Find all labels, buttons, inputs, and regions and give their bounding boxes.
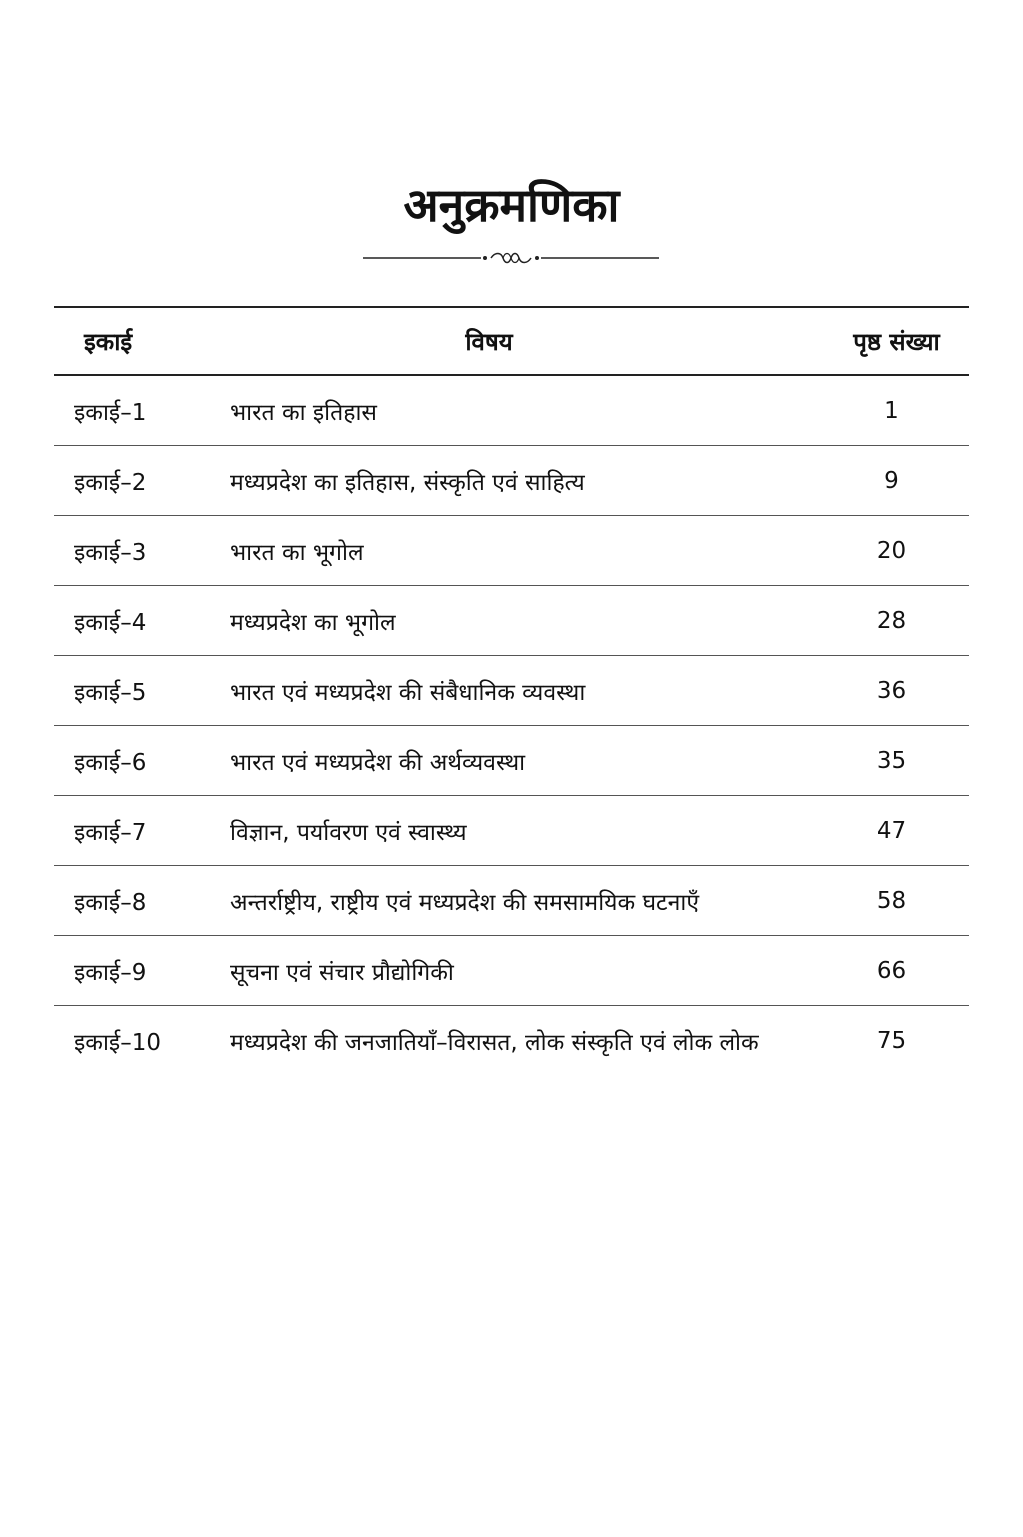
page-number: 28 (876, 607, 907, 634)
table-row (54, 446, 969, 516)
page-number: 9 (884, 467, 899, 494)
table-row (54, 516, 969, 586)
page-number: 20 (876, 537, 907, 564)
table-row (54, 376, 969, 446)
unit-label: इकाई–2 (74, 469, 147, 496)
subject-text: विज्ञान, पर्यावरण एवं स्वास्थ्य (230, 819, 467, 846)
unit-label: इकाई–10 (74, 1030, 161, 1056)
unit-label: इकाई–5 (74, 679, 147, 706)
unit-label: इकाई–8 (74, 889, 147, 916)
subject-text: भारत एवं मध्यप्रदेश की संबैधानिक व्यवस्था (230, 679, 586, 706)
page-number: 47 (876, 817, 907, 844)
page-number: 1 (884, 397, 899, 424)
header-subject: विषय (465, 327, 513, 356)
subject-text: भारत एवं मध्यप्रदेश की अर्थव्यवस्था (230, 749, 526, 776)
contents-table (54, 306, 969, 1076)
page-number: 35 (876, 747, 907, 774)
page-number: 66 (876, 957, 907, 984)
table-row (54, 866, 969, 936)
header-page-number: पृष्ठ संख्या (853, 327, 940, 356)
unit-label: इकाई–9 (74, 959, 147, 986)
table-row (54, 796, 969, 866)
unit-label: इकाई–1 (74, 399, 147, 426)
title-ornament-divider (363, 248, 659, 268)
unit-label: इकाई–6 (74, 749, 147, 776)
table-header-row (54, 308, 969, 376)
subject-text: सूचना एवं संचार प्रौद्योगिकी (230, 959, 454, 986)
page-title: अनुक्रमणिका (403, 178, 620, 232)
table-row (54, 726, 969, 796)
table-row (54, 656, 969, 726)
subject-text: मध्यप्रदेश का इतिहास, संस्कृति एवं साहित्य (230, 469, 585, 496)
table-row (54, 1006, 969, 1076)
header-unit: इकाई (84, 327, 133, 356)
subject-text: भारत का भूगोल (230, 539, 364, 566)
page-number: 75 (876, 1028, 907, 1054)
page-number: 58 (876, 887, 907, 914)
page-number: 36 (876, 677, 907, 704)
subject-text: मध्यप्रदेश का भूगोल (230, 609, 396, 636)
subject-text: अन्तर्राष्ट्रीय, राष्ट्रीय एवं मध्यप्रदेश की समसामयिक घटनाएँ (230, 889, 700, 916)
table-row (54, 936, 969, 1006)
subject-text: मध्यप्रदेश की जनजातियाँ–विरासत, लोक संस्कृति एवं लोक लोक (230, 1030, 759, 1056)
table-row (54, 586, 969, 656)
unit-label: इकाई–7 (74, 819, 147, 846)
unit-label: इकाई–4 (74, 609, 147, 636)
subject-text: भारत का इतिहास (230, 399, 377, 426)
unit-label: इकाई–3 (74, 539, 147, 566)
